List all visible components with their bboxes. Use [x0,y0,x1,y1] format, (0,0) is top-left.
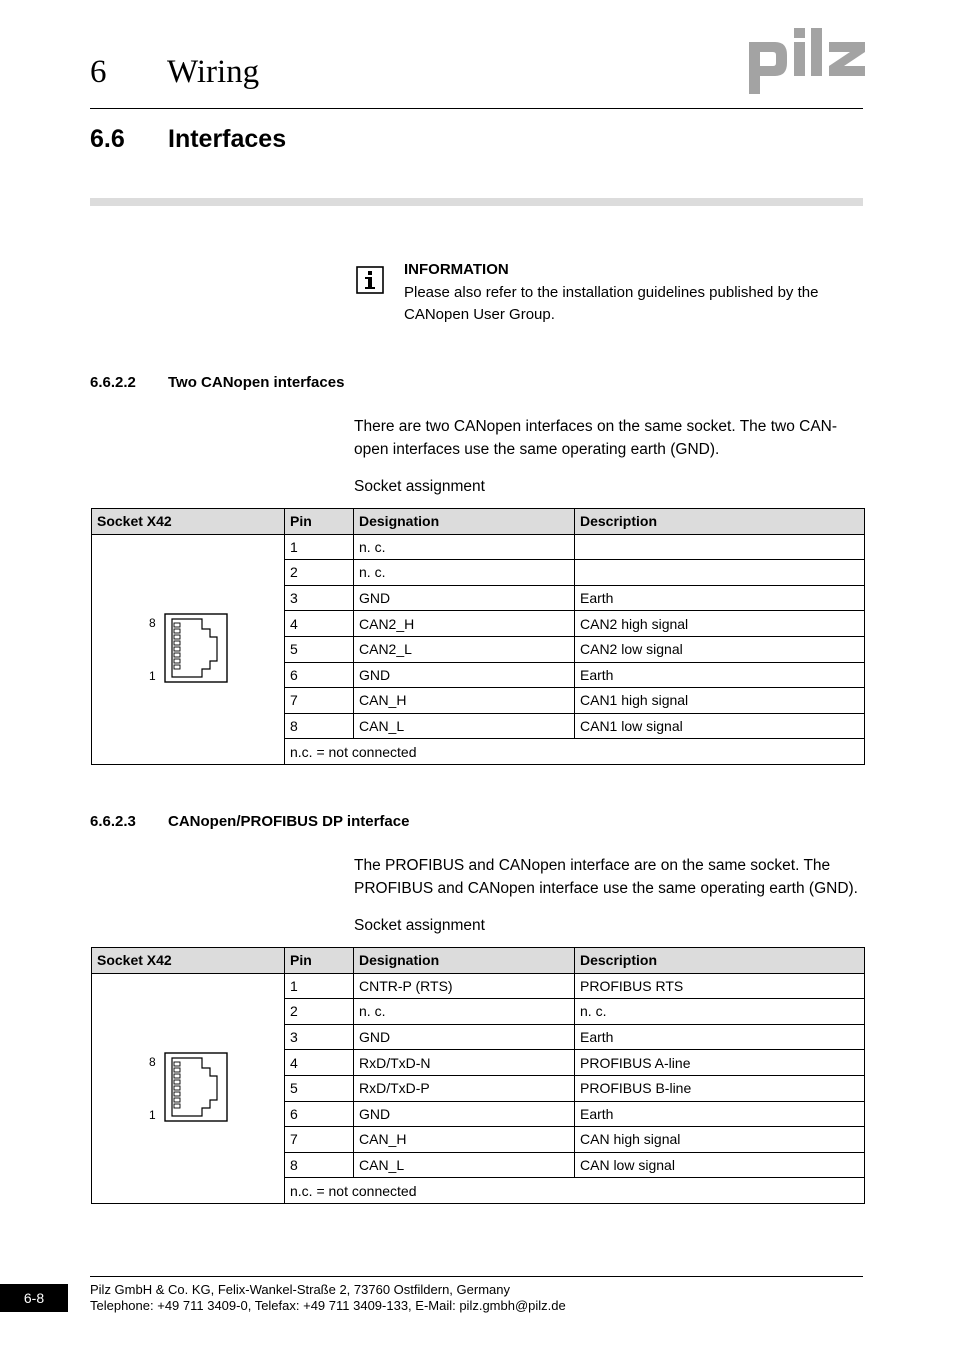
description-cell: Earth [575,1101,865,1127]
description-cell: CAN2 low signal [575,636,865,662]
description-cell: CAN2 high signal [575,611,865,637]
pin-cell: 6 [285,662,354,688]
column-header: Designation [354,509,575,535]
table-caption: Socket assignment [354,478,485,495]
table-caption: Socket assignment [354,917,485,934]
footer-line-company: Pilz GmbH & Co. KG, Felix-Wankel-Straße 2, 73760 Ostfildern, Germany [90,1282,510,1297]
subsection-paragraph: There are two CANopen interfaces on the same socket. The two CAN-open interfaces use the same operating earth (GND). [354,418,838,458]
designation-cell: GND [354,1024,575,1050]
information-title: INFORMATION [404,261,509,278]
rj45-socket [144,613,234,693]
designation-cell: CAN_H [354,1127,575,1153]
section-heading [90,123,286,155]
pin-cell: 6 [285,1101,354,1127]
column-header: Designation [354,948,575,974]
description-cell: n. c. [575,999,865,1025]
designation-cell: n. c. [354,999,575,1025]
column-header: Pin [285,509,354,535]
column-header: Socket X42 [92,509,285,535]
designation-cell: GND [354,662,575,688]
socket-pin-label-bottom: 1 [149,668,156,683]
pin-cell: 1 [285,973,354,999]
socket-pin-label-bottom: 1 [149,1107,156,1122]
description-cell: PROFIBUS A-line [575,1050,865,1076]
information-text: Please also refer to the installation guidelines published by the CANopen User Group. [404,283,819,323]
socket-table-canopen-profibus [91,947,865,1204]
designation-cell: n. c. [354,560,575,586]
designation-cell: RxD/TxD-N [354,1050,575,1076]
designation-cell: GND [354,1101,575,1127]
pin-cell: 8 [285,1152,354,1178]
subsection-title: CANopen/PROFIBUS DP interface [168,813,410,830]
footer-line-contact: Telephone: +49 711 3409-0, Telefax: +49 711 3409-133, E-Mail: pilz.gmbh@pilz.de [90,1298,566,1313]
description-cell [575,560,865,586]
rj45-socket-icon [164,1052,228,1122]
table-header-row [92,509,865,535]
designation-cell: CAN2_H [354,611,575,637]
socket-table-two-canopen [91,508,865,765]
pin-cell: 3 [285,1024,354,1050]
pin-cell: 1 [285,534,354,560]
designation-cell: CAN_L [354,713,575,739]
page-number: 6-8 [0,1284,68,1312]
pin-cell: 5 [285,1075,354,1101]
pin-cell: 5 [285,636,354,662]
subsection-number: 6.6.2.2 [90,374,136,391]
column-header: Pin [285,948,354,974]
table-row [92,973,865,999]
subsection-title: Two CANopen interfaces [168,374,345,391]
header-rule [90,108,863,109]
socket-pin-label-top: 8 [149,1054,156,1069]
rj45-socket-icon [164,613,228,683]
column-header: Description [575,509,865,535]
section-number: 6.6 [90,125,125,153]
chapter-heading [90,52,259,92]
designation-cell: RxD/TxD-P [354,1075,575,1101]
description-cell: Earth [575,585,865,611]
pin-cell: 7 [285,1127,354,1153]
table-row [92,534,865,560]
chapter-title: Wiring [167,54,260,90]
footer-rule [90,1276,863,1277]
pin-cell: 4 [285,1050,354,1076]
designation-cell: GND [354,585,575,611]
section-title: Interfaces [168,125,287,153]
footer-address [90,1282,566,1314]
pin-cell: 7 [285,688,354,714]
subsection-heading-canopen-profibus [90,812,409,832]
description-cell: PROFIBUS B-line [575,1075,865,1101]
pin-cell: 2 [285,999,354,1025]
information-block [404,259,864,327]
designation-cell: CAN_L [354,1152,575,1178]
description-cell: CAN1 low signal [575,713,865,739]
subsection-heading-two-canopen [90,373,344,393]
table-note: n.c. = not connected [285,1178,865,1204]
description-cell [575,534,865,560]
pin-cell: 8 [285,713,354,739]
subsection-paragraph: The PROFIBUS and CANopen interface are on the same socket. The PROFIBUS and CANopen interface use the same operating earth (GND). [354,857,858,897]
table-header-row [92,948,865,974]
pin-cell: 2 [285,560,354,586]
description-cell: Earth [575,1024,865,1050]
socket-pin-label-top: 8 [149,615,156,630]
column-header: Description [575,948,865,974]
description-cell: CAN high signal [575,1127,865,1153]
rj45-socket [144,1052,234,1132]
section-band [90,198,863,206]
description-cell: CAN1 high signal [575,688,865,714]
pin-cell: 4 [285,611,354,637]
designation-cell: CNTR-P (RTS) [354,973,575,999]
designation-cell: CAN_H [354,688,575,714]
socket-cell [92,534,285,764]
description-cell: PROFIBUS RTS [575,973,865,999]
column-header: Socket X42 [92,948,285,974]
pin-cell: 3 [285,585,354,611]
table-note: n.c. = not connected [285,739,865,765]
designation-cell: CAN2_L [354,636,575,662]
socket-cell [92,973,285,1203]
chapter-number: 6 [90,54,107,90]
pilz-logo [749,28,865,94]
description-cell: CAN low signal [575,1152,865,1178]
designation-cell: n. c. [354,534,575,560]
subsection-number: 6.6.2.3 [90,813,136,830]
info-icon [356,266,384,294]
description-cell: Earth [575,662,865,688]
